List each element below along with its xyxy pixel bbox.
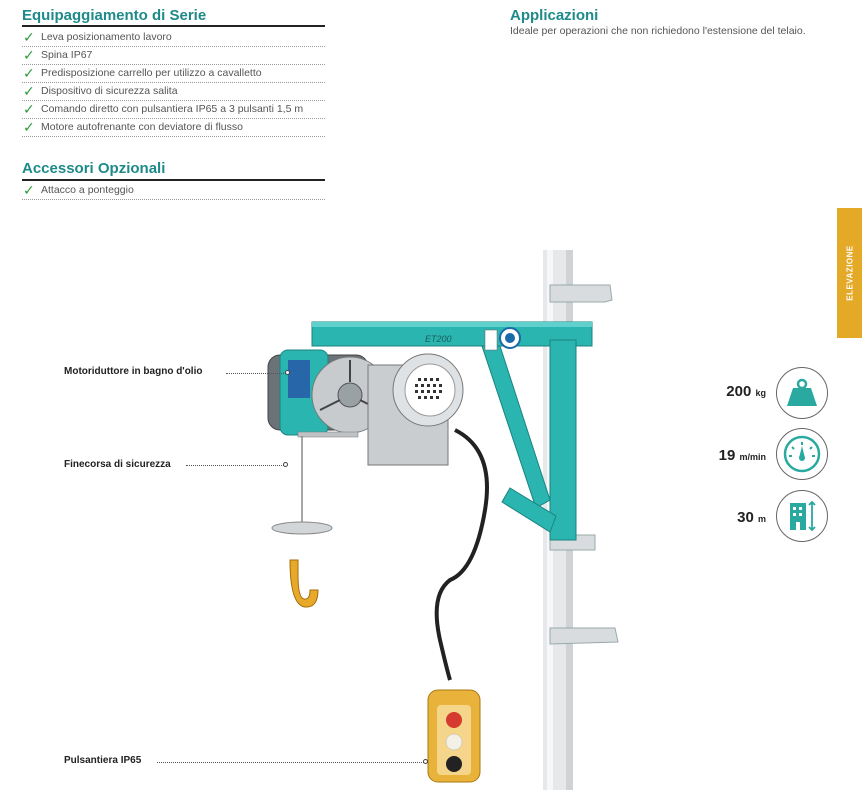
speedometer-icon [776, 428, 828, 480]
callout-pendant-dot [423, 759, 428, 764]
callout-limit-switch: Finecorsa di sicurezza [64, 459, 171, 470]
callout-limit-switch-leader [186, 465, 284, 466]
list-item: ✓ Attacco a ponteggio [22, 182, 325, 200]
hook-assembly [272, 436, 332, 607]
checkmark-icon: ✓ [23, 65, 35, 81]
building-height-icon [776, 490, 828, 542]
checkmark-icon: ✓ [23, 101, 35, 117]
spec-capacity-value: 200 kg [726, 383, 766, 400]
checkmark-icon: ✓ [23, 119, 35, 135]
spec-speed-value: 19 m/min [718, 447, 766, 464]
optional-accessories-rule [22, 179, 325, 181]
list-item: ✓ Motore autofrenante con deviatore di flusso [22, 119, 325, 137]
applications-text: Ideale per operazioni che non richiedono l'estensione del telaio. [510, 25, 806, 37]
category-tab[interactable] [837, 208, 862, 338]
motor [368, 354, 463, 465]
list-item: ✓ Leva posizionamento lavoro [22, 29, 325, 47]
limit-switch-bar [298, 432, 358, 437]
list-item: ✓ Dispositivo di sicurezza salita [22, 83, 325, 101]
category-tab-label: ELEVAZIONE [845, 245, 854, 301]
pendant-cable [437, 430, 487, 680]
hoist-illustration [250, 250, 650, 790]
checkmark-icon: ✓ [23, 83, 35, 99]
standard-equipment-title: Equipaggiamento di Serie [22, 7, 207, 24]
callout-pendant-leader [157, 762, 424, 763]
callout-gearmotor-leader [226, 373, 286, 374]
spec-height-value: 30 m [737, 509, 766, 526]
callout-pendant: Pulsantiera IP65 [64, 755, 142, 766]
list-item: ✓ Spina IP67 [22, 47, 325, 65]
callout-gearmotor-dot [285, 370, 290, 375]
checkmark-icon: ✓ [23, 47, 35, 63]
applications-title: Applicazioni [510, 7, 599, 24]
standard-equipment-list [22, 29, 325, 137]
callout-limit-switch-dot [283, 462, 288, 467]
checkmark-icon: ✓ [23, 182, 35, 198]
checkmark-icon: ✓ [23, 29, 35, 45]
optional-accessories-list [22, 182, 325, 200]
standard-equipment-rule [22, 25, 325, 27]
weight-icon [776, 367, 828, 419]
optional-accessories-title: Accessori Opzionali [22, 160, 166, 177]
pendant-control [428, 690, 480, 782]
list-item: ✓ Comando diretto con pulsantiera IP65 a 3 pulsanti 1,5 m [22, 101, 325, 119]
list-item: ✓ Predisposizione carrello per utilizzo a cavalletto [22, 65, 325, 83]
model-label: ET200 [425, 334, 452, 344]
callout-gearmotor: Motoriduttore in bagno d'olio [64, 366, 203, 377]
